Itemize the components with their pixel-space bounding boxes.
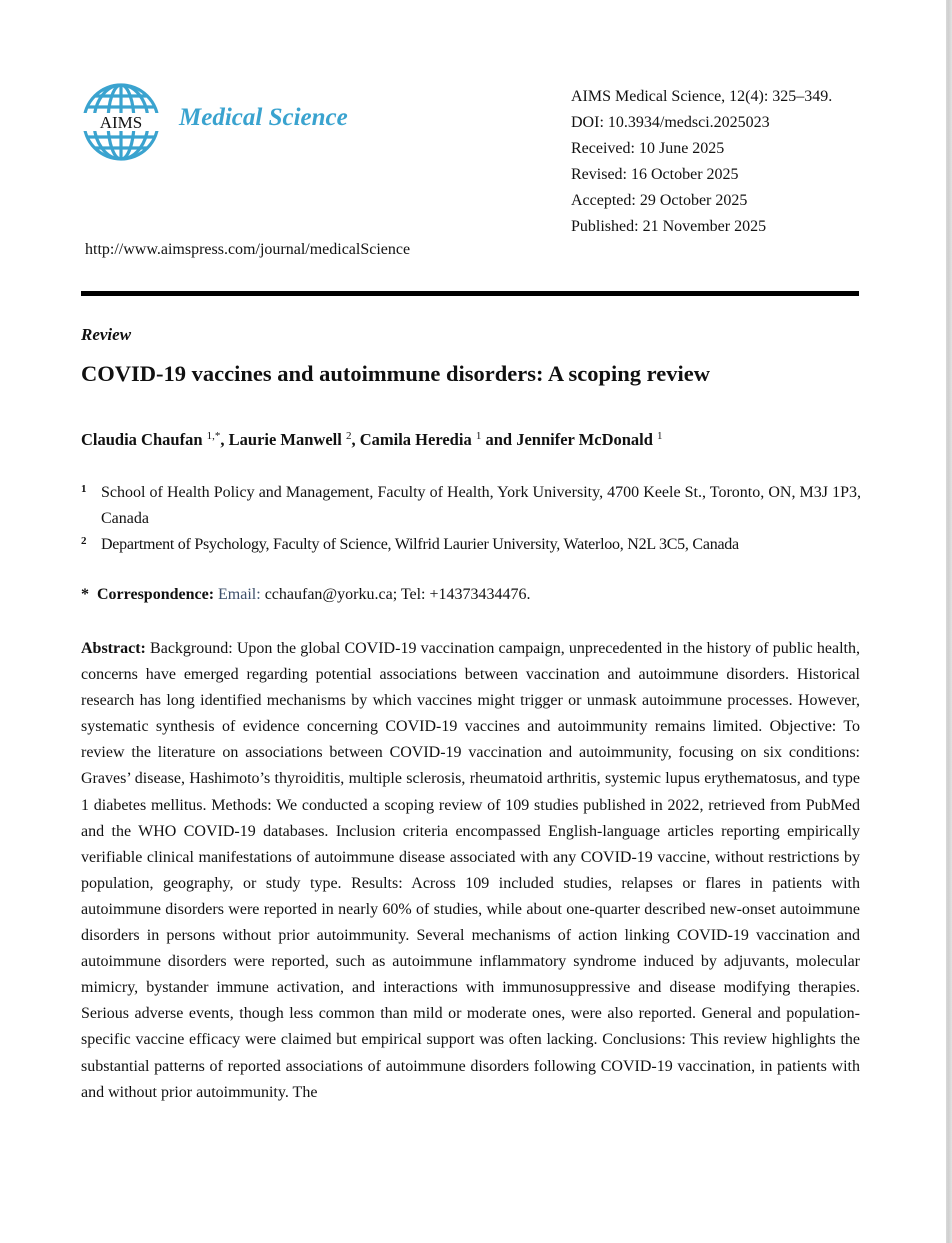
affiliation-2 bbox=[81, 532, 861, 558]
received-date: Received: 10 June 2025 bbox=[571, 140, 725, 157]
author-name: Jennifer McDonald bbox=[516, 430, 653, 449]
affiliation-number: 1 bbox=[81, 483, 87, 495]
author-list bbox=[81, 430, 663, 450]
revised-date: Revised: 16 October 2025 bbox=[571, 166, 739, 183]
header-divider bbox=[81, 291, 859, 296]
svg-text:AIMS: AIMS bbox=[99, 113, 143, 132]
correspondence-marker: * bbox=[81, 586, 89, 603]
article-title: COVID-19 vaccines and autoimmune disorders: A scoping review bbox=[81, 361, 710, 386]
abstract bbox=[81, 636, 860, 1106]
author-affiliation-marker: 2 bbox=[345, 430, 352, 442]
page-edge-scrollbar[interactable] bbox=[946, 0, 952, 1243]
email-label: Email: bbox=[218, 586, 261, 603]
affiliation-text: School of Health Policy and Management, Faculty of Health, York University, 4700 Keele St., Toronto, ON, M3J 1P3, Canada bbox=[101, 484, 861, 527]
author-name: Camila Heredia bbox=[359, 430, 472, 449]
author-affiliation-marker: 1 bbox=[475, 430, 482, 442]
article-type: Review bbox=[81, 325, 132, 344]
correspondence-details[interactable]: cchaufan@yorku.ca; Tel: +14373434476. bbox=[264, 586, 531, 603]
abstract-text: Background: Upon the global COVID-19 vaccination campaign, unprecedented in the history of public health, concerns have emerged regarding potential associations between vaccination and autoimmune disorders. Historical research has long identified mechanisms by which vaccines might trigger or unmask autoimmune processes. However, systematic synthesis of evidence concerning COVID-19 vaccines and autoimmunity remains limited. Objective: To review the literature on associations between COVID-19 vaccination and autoimmunity, focusing on six conditions: Graves’ disease, Hashimoto’s thyroiditis, multiple sclerosis, rheumatoid arthritis, systemic lupus erythematosus, and type 1 diabetes mellitus. Methods: We conducted a scoping review of 109 studies published in 2022, retrieved from PubMed and the WHO COVID-19 databases. Inclusion criteria encompassed English-language articles reporting empirically verifiable clinical manifestations of autoimmune disease associated with any COVID-19 vaccine, without restrictions by population, geography, or study type. Results: Across 109 included studies, relapses or flares in patients with autoimmune disorders were reported in nearly 60% of studies, while about one-quarter described new-onset autoimmune disorders in persons without prior autoimmunity. Several mechanisms of action linking COVID-19 vaccination and autoimmune disorders were reported, such as autoimmune inflammatory syndrome induced by adjuvants, molecular mimicry, bystander immune activation, and interactions with immunosuppressive and disease modifying therapies. Serious adverse events, though less common than mild or moderate ones, were also reported. General and population-specific vaccine efficacy were claimed but empirical support was often lacking. Conclusions: This review highlights the substantial patterns of reported associations of autoimmune disorders following COVID-19 vaccination, in patients with and without prior autoimmunity. The bbox=[81, 640, 860, 1101]
correspondence-label: Correspondence: bbox=[97, 586, 215, 603]
journal-name: Medical Science bbox=[179, 104, 348, 131]
correspondence bbox=[81, 586, 531, 604]
published-date: Published: 21 November 2025 bbox=[571, 218, 767, 235]
author-affiliation-marker: 1,* bbox=[206, 430, 221, 442]
citation: AIMS Medical Science, 12(4): 325–349. bbox=[571, 88, 833, 105]
doi[interactable]: DOI: 10.3934/medsci.2025023 bbox=[571, 114, 770, 131]
author-separator: , bbox=[220, 430, 229, 449]
author-affiliation-marker: 1 bbox=[657, 430, 663, 442]
affiliation-number: 2 bbox=[81, 535, 87, 547]
aims-globe-logo-icon bbox=[81, 82, 161, 162]
affiliation-1 bbox=[81, 480, 861, 532]
publication-metadata bbox=[571, 84, 832, 240]
abstract-label: Abstract: bbox=[81, 640, 146, 657]
author-separator: , bbox=[351, 430, 360, 449]
author-name: Laurie Manwell bbox=[228, 430, 342, 449]
journal-url-link[interactable]: http://www.aimspress.com/journal/medicalScience bbox=[85, 241, 411, 258]
author-separator: and bbox=[481, 430, 517, 449]
affiliation-text: Department of Psychology, Faculty of Science, Wilfrid Laurier University, Waterloo, N2L 3C5, Canada bbox=[101, 536, 739, 553]
author-name: Claudia Chaufan bbox=[81, 430, 203, 449]
accepted-date: Accepted: 29 October 2025 bbox=[571, 192, 748, 209]
